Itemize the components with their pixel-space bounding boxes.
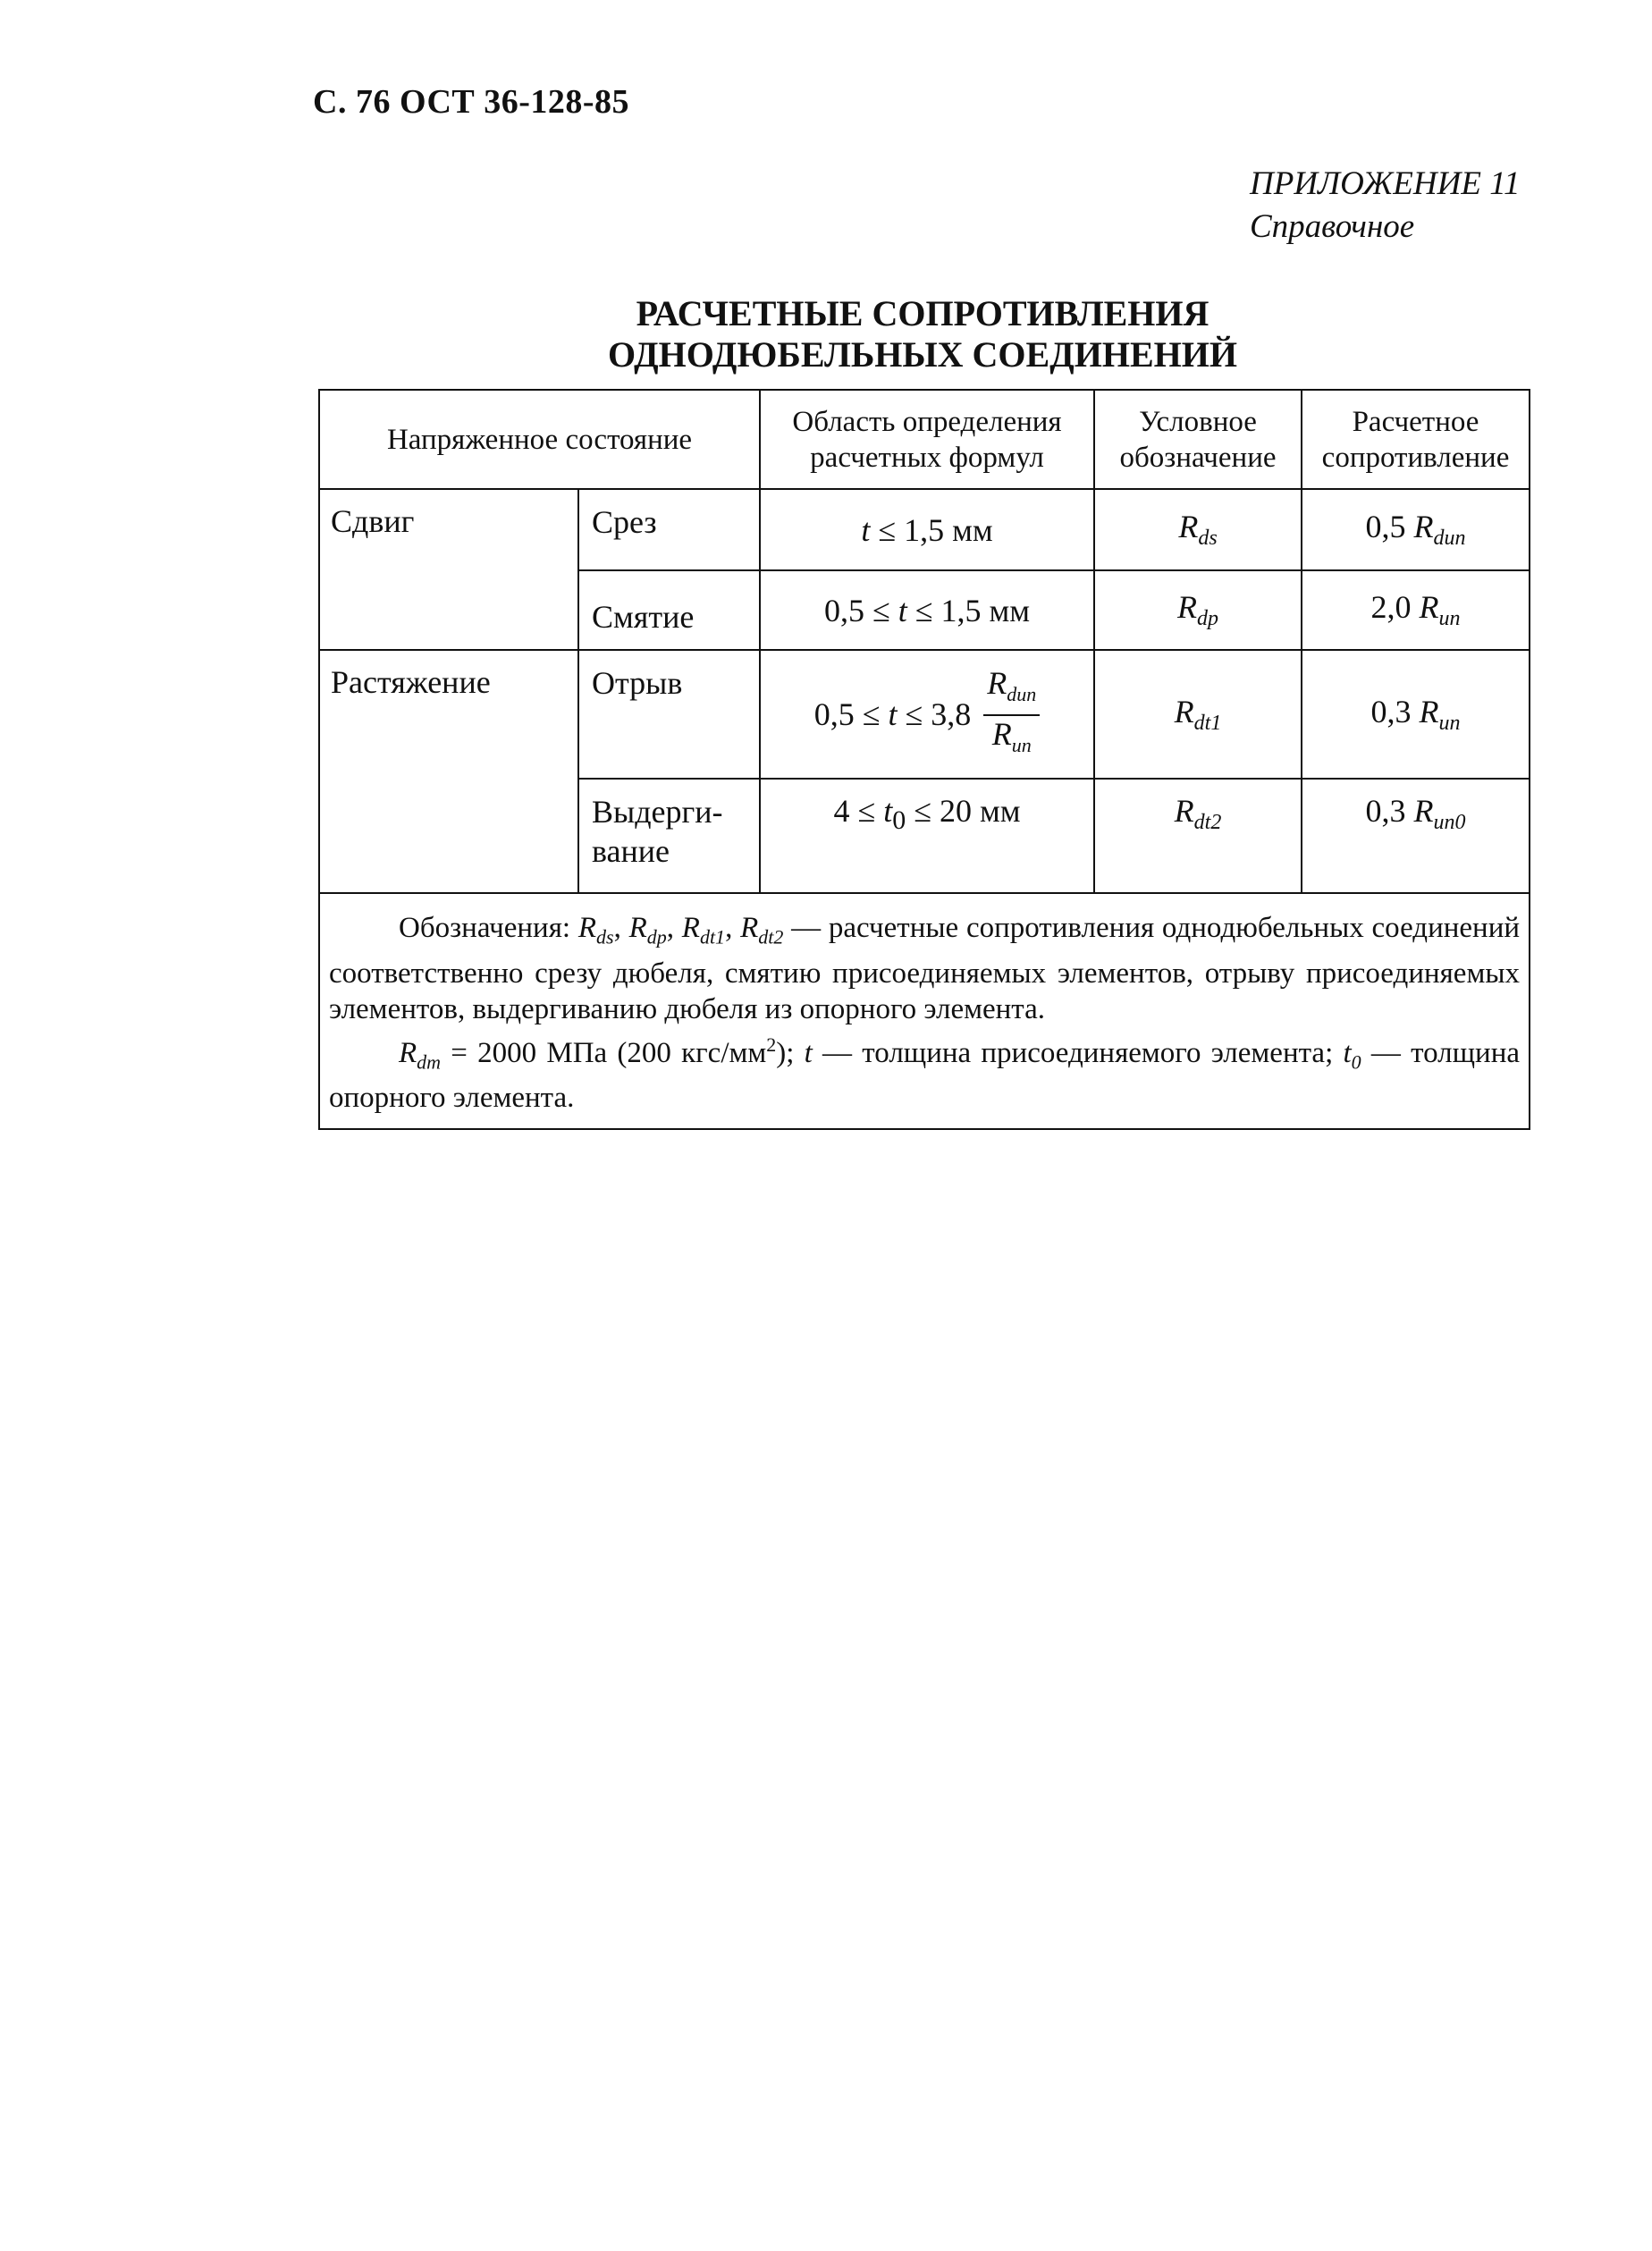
sub-state-cell: Выдерги- вание <box>578 779 760 893</box>
resistance-cell: 0,3 $R_{un0}$ <box>1302 779 1530 893</box>
sub-state-cell: Отрыв <box>578 650 760 779</box>
symbol-cell: $R_{dp}$ <box>1094 570 1302 650</box>
notes-paragraph-1: Обозначения: $R_{ds}$, $R_{dp}$, $R_{dt1}$, $R_{dt2}$ — расчетные сопротивления однодюбельных соединений соответственно срезу дюбеля, смятию присоединяемых элементов, отрыву присоединяемых элементов, выдергиванию дюбеля из опорного элемента. <box>329 912 1521 1025</box>
table-row <box>319 489 1530 570</box>
document-title <box>318 293 1527 375</box>
area-cell: 0,5 ≤ t ≤ 1,5 мм <box>760 570 1094 650</box>
header-symbol-line-2: обозначение <box>1119 441 1277 474</box>
area-formula: 0,5 ≤ t ≤ 3,8 $\frac{R_{dun}}{R_{un}}$ <box>814 665 1041 763</box>
header-area-line-1: Область определения <box>792 405 1062 438</box>
sub-state-cell: Смятие <box>578 570 760 650</box>
appendix-block <box>1250 163 1520 249</box>
header-resistance <box>1302 390 1530 489</box>
table-header-row <box>319 390 1530 489</box>
resistance-cell: 0,5 $R_{dun}$ <box>1302 489 1530 570</box>
area-cell <box>760 650 1094 779</box>
header-symbol <box>1094 390 1302 489</box>
area-cell: t ≤ 1,5 мм <box>760 489 1094 570</box>
resistance-cell: 2,0 $R_{un}$ <box>1302 570 1530 650</box>
sub-state-cell: Срез <box>578 489 760 570</box>
notes-row <box>319 893 1530 1129</box>
state-cell: Сдвиг <box>319 489 578 650</box>
symbol-cell: $R_{dt2}$ <box>1094 779 1302 893</box>
area-cell: $4 \le t_0 \le 20$ мм <box>760 779 1094 893</box>
header-area <box>760 390 1094 489</box>
table-row <box>319 650 1530 779</box>
header-resistance-line-1: Расчетное <box>1352 405 1479 438</box>
resistance-cell: 0,3 $R_{un}$ <box>1302 650 1530 779</box>
header-area-line-2: расчетных формул <box>810 441 1044 474</box>
symbol-cell: $R_{ds}$ <box>1094 489 1302 570</box>
resistance-table <box>318 389 1530 1130</box>
header-symbol-line-1: Условное <box>1139 405 1257 438</box>
title-line-2: ОДНОДЮБЕЛЬНЫХ СОЕДИНЕНИЙ <box>607 334 1237 375</box>
header-resistance-line-2: сопротивление <box>1321 441 1510 474</box>
symbol-cell: $R_{dt1}$ <box>1094 650 1302 779</box>
state-cell: Растяжение <box>319 650 578 893</box>
appendix-type: Справочное <box>1250 208 1415 245</box>
appendix-label: ПРИЛОЖЕНИЕ 11 <box>1250 165 1521 202</box>
title-line-1: РАСЧЕТНЫЕ СОПРОТИВЛЕНИЯ <box>636 293 1210 333</box>
notes-paragraph-2: $R_{dm} = 2000$ МПа (200 кгс/$мм^2$); t — толщина присоединяемого элемента; $t_0$ — толщина опорного элемента. <box>329 1033 1521 1115</box>
page-header: С. 76 ОСТ 36-128-85 <box>313 83 630 121</box>
notes-cell <box>319 893 1530 1129</box>
fraction: $\frac{R_{dun}}{R_{un}}$ <box>983 665 1040 763</box>
header-state: Напряженное состояние <box>319 390 760 489</box>
